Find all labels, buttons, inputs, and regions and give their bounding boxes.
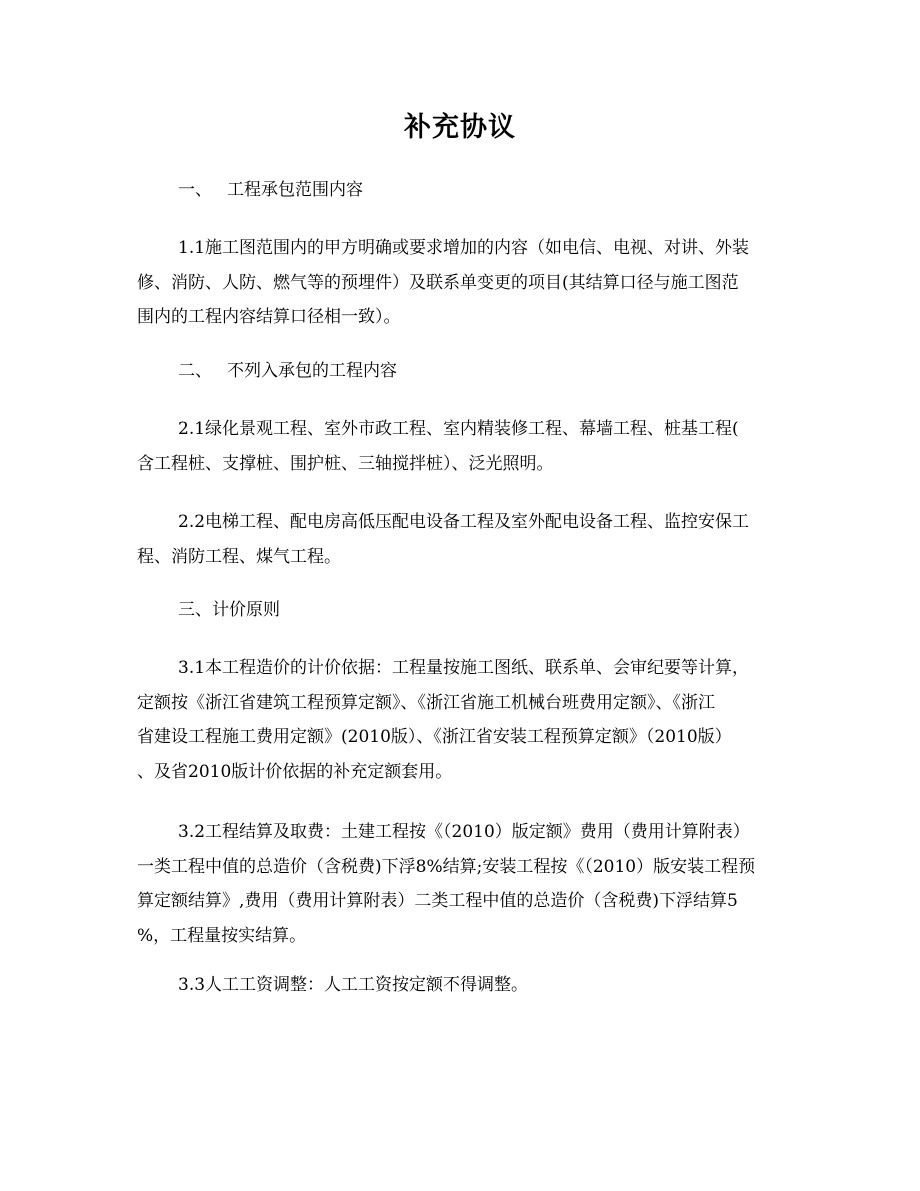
paragraph-line: 1.1施工图范围内的甲方明确或要求增加的内容（如电信、电视、对讲、外装	[178, 238, 750, 258]
section-number: 一、	[178, 180, 212, 200]
paragraph-line: 3.2工程结算及取费：土建工程按《（2010）版定额》费用（费用计算附表）	[178, 822, 750, 842]
paragraph-1-1	[137, 231, 792, 335]
paragraph-line: 3.3人工工资调整：人工工资按定额不得调整。	[178, 975, 529, 995]
document-title: 补充协议	[404, 112, 516, 143]
paragraph-line: 2.1绿化景观工程、室外市政工程、室内精装修工程、幕墙工程、桩基工程(	[178, 419, 739, 439]
section-heading-2	[178, 359, 397, 383]
paragraph-2-2	[137, 505, 792, 574]
paragraph-line: 一类工程中值的总造价（含税费)下浮8%结算;安装工程按《（2010）版安装工程预	[137, 856, 756, 877]
paragraph-line: 修、消防、人防、燃气等的预埋件）及联系单变更的项目(其结算口径与施工图范	[137, 272, 739, 293]
paragraph-3-1	[137, 651, 792, 789]
paragraph-line: 围内的工程内容结算口径相一致）。	[137, 307, 401, 327]
paragraph-line: 算定额结算》,费用（费用计算附表）二类工程中值的总造价（含税费)下浮结算5	[137, 891, 738, 911]
paragraph-line: 定额按《浙江省建筑工程预算定额》、《浙江省施工机械台班费用定额》、《浙江	[137, 692, 715, 713]
section-heading-text: 工程承包范围内容	[227, 180, 363, 200]
section-heading-1	[178, 178, 363, 202]
section-heading-text: 不列入承包的工程内容	[227, 361, 397, 381]
paragraph-line: 省建设工程施工费用定额》(2010版）、《浙江省安装工程预算定额》（2010版）	[137, 727, 732, 747]
paragraph-line: 含工程桩、支撑桩、围护桩、三轴搅拌桩）、泛光照明。	[137, 453, 554, 474]
paragraph-line: 程、消防工程、煤气工程。	[137, 546, 341, 567]
paragraph-line: 3.1本工程造价的计价依据：工程量按施工图纸、联系单、会审纪要等计算，	[178, 658, 750, 678]
section-number: 二、	[178, 361, 212, 381]
paragraph-line: 2.2电梯工程、配电房高低压配电设备工程及室外配电设备工程、监控安保工	[178, 512, 750, 532]
section-heading-3	[178, 598, 280, 622]
paragraph-3-3	[137, 968, 792, 1003]
section-heading-text: 三、计价原则	[178, 600, 280, 620]
paragraph-line: 、及省2010版计价依据的补充定额套用。	[137, 761, 453, 782]
paragraph-3-2	[137, 815, 792, 953]
paragraph-line: %，工程量按实结算。	[137, 925, 307, 946]
paragraph-2-1	[137, 412, 792, 481]
